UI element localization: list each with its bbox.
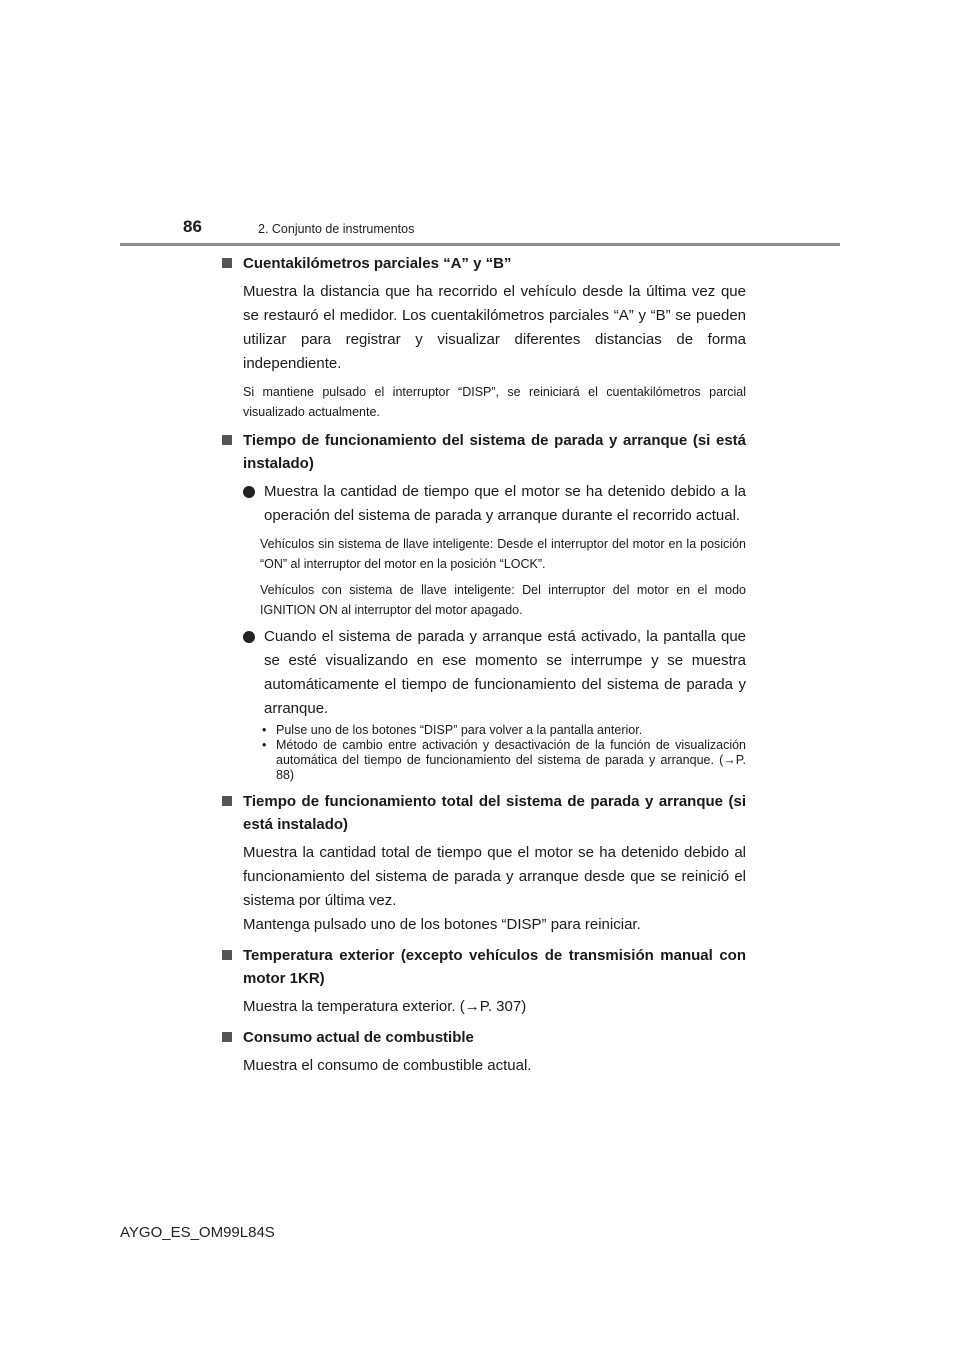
note: Vehículos con sistema de llave inteligente: Del interruptor del motor en el modo IGNITION ON al interruptor del motor apagado. <box>260 583 746 617</box>
section-heading <box>222 252 746 275</box>
section-current-fuel-consumption <box>222 1026 746 1078</box>
note: Si mantiene pulsado el interruptor “DISP”, se reiniciará el cuentakilómetros parcial visualizado actualmente. <box>243 385 746 419</box>
sub-item-text: Pulse uno de los botones “DISP” para volver a la pantalla anterior. <box>276 723 643 737</box>
sub-bullet-icon: • <box>262 738 267 752</box>
page-number: 86 <box>183 217 202 236</box>
paragraph: Muestra la temperatura exterior. (→P. 307) <box>243 998 527 1015</box>
section-stop-start-time <box>222 429 746 783</box>
section-heading <box>222 1026 746 1049</box>
square-bullet-icon <box>222 435 232 445</box>
section-title: 2. Conjunto de instrumentos <box>258 222 415 236</box>
square-bullet-icon <box>222 258 232 268</box>
square-bullet-icon <box>222 1032 232 1042</box>
paragraph: Muestra el consumo de combustible actual. <box>243 1057 532 1074</box>
paragraph: Muestra la distancia que ha recorrido el vehículo desde la última vez que se restauró el medidor. Los cuentakilómetros parciales “A” y “B” se pueden utilizar para registrar y visualizar diferentes distancias de forma independiente. <box>243 283 746 372</box>
bullet-item <box>243 625 746 721</box>
note: Vehículos sin sistema de llave inteligente: Desde el interruptor del motor en la posición “ON” al interruptor del motor en la posición “LOCK”. <box>260 537 746 571</box>
heading-text: Consumo actual de combustible <box>243 1029 474 1046</box>
square-bullet-icon <box>222 796 232 806</box>
heading-text: Cuentakilómetros parciales “A” y “B” <box>243 255 512 272</box>
content <box>222 252 746 1085</box>
sub-list <box>260 723 746 783</box>
paragraph: Mantenga pulsado uno de los botones “DISP” para reiniciar. <box>243 916 641 933</box>
footer-code: AYGO_ES_OM99L84S <box>120 1224 275 1241</box>
sub-item <box>260 738 746 783</box>
heading-text: Tiempo de funcionamiento del sistema de parada y arranque (si está instalado) <box>243 432 746 472</box>
round-bullet-icon <box>243 486 255 498</box>
heading-text: Tiempo de funcionamiento total del sistema de parada y arranque (si está instalado) <box>243 793 746 833</box>
section-total-stop-start-time <box>222 790 746 937</box>
section-heading <box>222 944 746 990</box>
sub-item <box>260 723 746 738</box>
round-bullet-icon <box>243 631 255 643</box>
bullet-text: Cuando el sistema de parada y arranque está activado, la pantalla que se esté visualizando en ese momento se interrumpe y se muestra automáticamente el tiempo de funcionamiento del sistema de parada y arranque. <box>264 628 746 717</box>
heading-text: Temperatura exterior (excepto vehículos de transmisión manual con motor 1KR) <box>243 947 746 987</box>
header-rule <box>120 243 840 246</box>
section-outside-temperature <box>222 944 746 1019</box>
section-trip-meters <box>222 252 746 422</box>
paragraph: Muestra la cantidad total de tiempo que el motor se ha detenido debido al funcionamiento del sistema de parada y arranque desde que se reinició el sistema por última vez. <box>243 844 746 909</box>
section-heading <box>222 790 746 836</box>
sub-bullet-icon: • <box>262 723 267 737</box>
bullet-item <box>243 480 746 528</box>
square-bullet-icon <box>222 950 232 960</box>
section-heading <box>222 429 746 475</box>
bullet-text: Muestra la cantidad de tiempo que el motor se ha detenido debido a la operación del sistema de parada y arranque durante el recorrido actual. <box>264 483 746 524</box>
sub-item-text: Método de cambio entre activación y desactivación de la función de visualización automática del tiempo de funcionamiento del sistema de parada y arranque. (→P. 88) <box>276 738 746 782</box>
